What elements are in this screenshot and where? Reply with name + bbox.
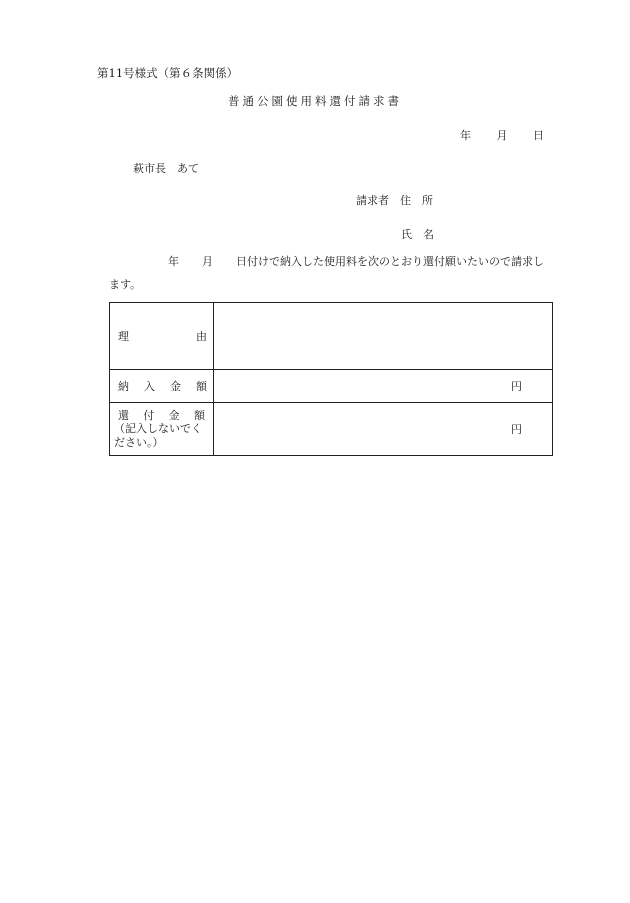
table-row-refund: [110, 403, 553, 456]
claim-table: [109, 302, 553, 456]
addressee: 萩市長 あて: [133, 162, 199, 175]
refund-label-char-3: 金: [168, 409, 180, 423]
payment-value-cell: 円: [214, 370, 553, 403]
date-month: 月: [496, 129, 508, 142]
body-text: 日付けで納入した使用料を次のとおり還付願いたいので請求し: [236, 255, 544, 268]
date-line: [460, 130, 544, 141]
body-text-line-1: [168, 256, 544, 267]
body-year: 年: [168, 255, 179, 268]
refund-label-char-4: 額: [193, 409, 205, 423]
reason-label-char-2: 由: [196, 330, 207, 343]
payment-label-char-4: 額: [196, 380, 207, 393]
body-month: 月: [202, 255, 213, 268]
payment-label-char-1: 納: [118, 380, 129, 393]
date-day: 日: [533, 129, 544, 142]
claimant-address-label: 請求者 住 所: [356, 194, 433, 207]
payment-label-cell: [110, 370, 214, 403]
reason-value-cell: [214, 303, 553, 370]
payment-label-char-2: 入: [144, 380, 155, 393]
reason-label-cell: [110, 303, 214, 370]
refund-label-char-2: 付: [143, 409, 155, 423]
reason-label-char-1: 理: [118, 330, 129, 343]
form-number: 第11号様式（第６条関係）: [97, 66, 239, 80]
table-row-reason: [110, 303, 553, 370]
refund-label-char-1: 還: [118, 409, 129, 423]
document-title: 普通公園使用料還付請求書: [228, 94, 402, 108]
refund-label-cell: [110, 403, 214, 456]
refund-note: （記入しないでください。）: [114, 422, 202, 449]
payment-label-char-3: 金: [170, 380, 181, 393]
table-row-payment: [110, 370, 553, 403]
claimant-name-label: 氏 名: [401, 228, 434, 241]
refund-value-cell: 円: [214, 403, 553, 456]
date-year: 年: [460, 129, 471, 142]
body-text-line-2: ます。: [109, 278, 142, 291]
